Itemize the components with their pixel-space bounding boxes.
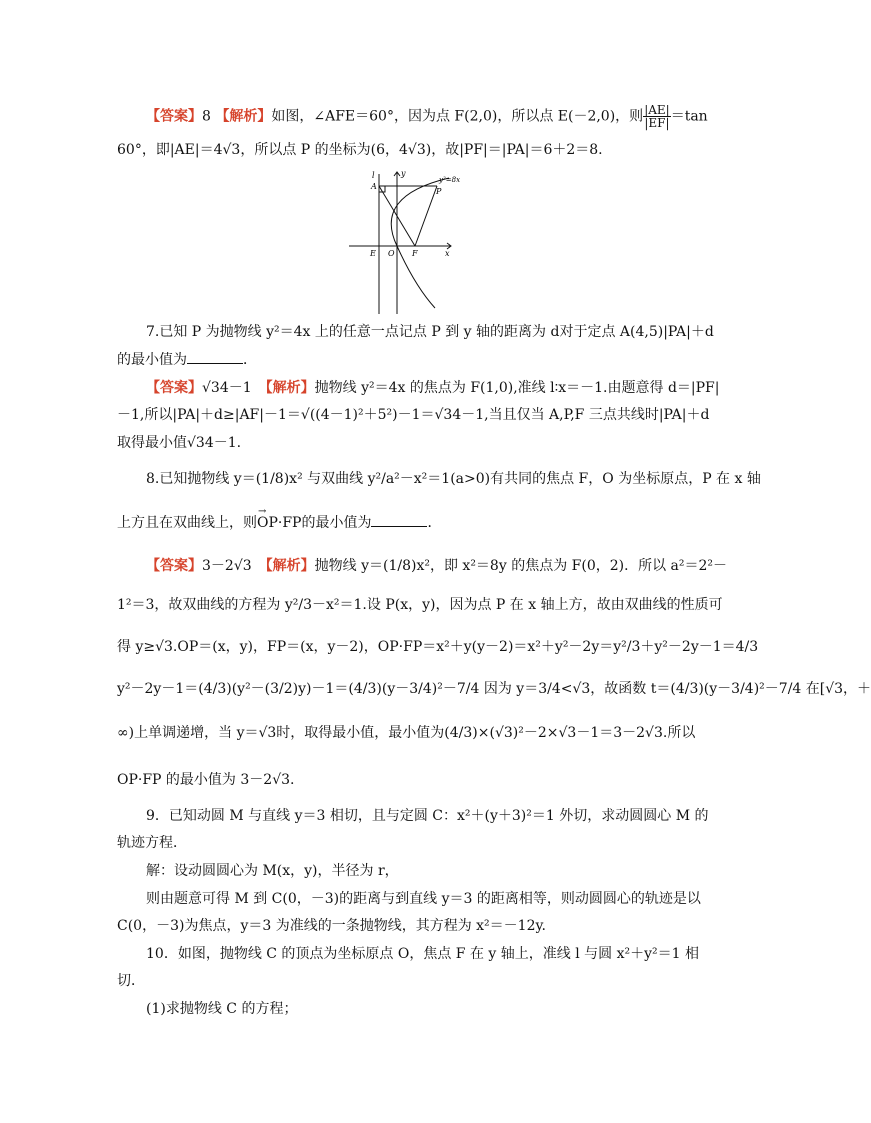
q8-vector-expression: → OP·FP [257, 513, 301, 533]
q7-analysis-1: 抛物线 y²＝4x 的焦点为 F(1,0),准线 l∶x＝－1.由题意得 d＝|PF| [314, 380, 720, 396]
q8-answer: 3－2√3 [202, 558, 252, 574]
q10-question-line1: 10．如图，抛物线 C 的顶点为坐标原点 O，焦点 F 在 y 轴上，准线 l 与圆 x²＋y²＝1 相 [146, 946, 699, 962]
q8-answer-line6: OP·FP 的最小值为 3－2√3. [117, 772, 295, 788]
label-P: P [436, 187, 442, 196]
q8-answer-line1 [146, 555, 728, 576]
q8-answer-line2: 1²＝3，故双曲线的方程为 y²/3－x²＝1.设 P(x，y)，因为点 P 在 x 轴上方，故由双曲线的性质可 [117, 597, 723, 613]
analysis-tag: 【解析】 [265, 379, 315, 395]
q6-answer-line2: 60°，即|AE|＝4√3，所以点 P 的坐标为(6，4√3)，故|PF|＝|PA|＝6＋2＝8. [117, 142, 603, 158]
q6-answer-line1 [146, 104, 706, 129]
q8-question-line2: 上方且在双曲线上，则→ OP·FP的最小值为 ． [117, 512, 677, 533]
q7-question-line2: 的最小值为 ． [117, 349, 677, 370]
q8-answer-blank [371, 512, 427, 527]
q7-answer: √34－1 [202, 380, 252, 396]
label-F: F [412, 249, 418, 258]
q6-text-b: ＝tan [670, 108, 708, 125]
q7-answer-line3: 取得最小值√34－1. [117, 435, 242, 451]
q7-answer-line1 [146, 377, 720, 398]
q9-solution-line1: 解：设动圆圆心为 M(x，y)，半径为 r， [146, 863, 399, 879]
label-O: O [388, 249, 395, 258]
label-l: l [372, 171, 375, 180]
q8-analysis-1: 抛物线 y＝(1/8)x²，即 x²＝8y 的焦点为 F(0，2)．所以 a²＝2²－ [314, 558, 728, 574]
analysis-tag: 【解析】 [265, 557, 315, 573]
q8-question-line1: 8.已知抛物线 y＝(1/8)x² 与双曲线 y²/a²－x²＝1(a>0)有共同的焦点 F，O 为坐标原点，P 在 x 轴 [146, 471, 761, 487]
q10-question-line2: 切． [117, 973, 145, 989]
q8-question-text-c: 的最小值为 [301, 515, 372, 531]
answer-tag: 【答案】 [146, 107, 202, 124]
parabola-figure [345, 168, 461, 316]
q7-answer-line2: －1,所以|PA|＋d≥|AF|－1＝√((4－1)²＋5²)－1＝√34－1,当且仅当 A,P,F 三点共线时|PA|＋d [117, 407, 710, 423]
q8-answer-line5: ∞)上单调递增，当 y＝√3时，取得最小值，最小值为(4/3)×(√3)²－2×√3－1＝3－2√3.所以 [117, 725, 696, 741]
answer-tag: 【答案】 [146, 379, 202, 395]
label-y: y [401, 169, 406, 178]
label-E: E [370, 249, 376, 258]
parabola-curve [391, 178, 449, 308]
q9-question-line1: 9．已知动圆 M 与直线 y＝3 相切，且与定圆 C：x²＋(y＋3)²＝1 外切，求动圆圆心 M 的 [146, 808, 709, 824]
label-x: x [445, 249, 450, 258]
answer-tag: 【答案】 [146, 557, 202, 573]
q9-question-line2: 轨迹方程． [117, 835, 187, 851]
segment-PF [415, 186, 437, 246]
q6-fraction [643, 104, 671, 129]
analysis-tag: 【解析】 [215, 107, 272, 124]
q8-answer-line3: 得 y≥√3.OP＝(x，y)，FP＝(x，y－2)，OP·FP＝x²＋y(y－2)＝x²＋y²－2y＝y²/3＋y²－2y－1＝4/3 [117, 639, 759, 655]
q6-answer: 8 [202, 108, 211, 125]
q9-solution-line3: C(0，－3)为焦点，y＝3 为准线的一条抛物线，其方程为 x²＝－12y. [117, 918, 546, 934]
q7-answer-blank [187, 349, 243, 364]
q6-text-a: 如图，∠AFE＝60°，因为点 F(2,0)，所以点 E(－2,0)，则 [271, 108, 644, 125]
q10-part1: (1)求抛物线 C 的方程； [146, 1001, 298, 1017]
label-A: A [371, 182, 377, 191]
q9-solution-line2: 则由题意可得 M 到 C(0，－3)的距离与到直线 y＝3 的距离相等，则动圆圆心的轨迹是以 [146, 891, 701, 907]
q6-frac-den: |EF| [644, 116, 670, 130]
q7-question-line2-text: 的最小值为 [117, 352, 187, 368]
q6-frac-num: |AE| [644, 103, 670, 117]
q8-question-text-a: 上方且在双曲线上，则 [117, 515, 257, 531]
q7-question-line1: 7.已知 P 为抛物线 y²＝4x 上的任意一点记点 P 到 y 轴的距离为 d对于定点 A(4,5)|PA|＋d [146, 324, 714, 340]
q8-answer-line4: y²－2y－1＝(4/3)(y²－(3/2)y)－1＝(4/3)(y－3/4)²－7/4 因为 y＝3/4<√3，故函数 t＝(4/3)(y－3/4)²－7/4 在[√3，＋ [117, 681, 871, 697]
label-curve: y²=8x [439, 176, 461, 184]
